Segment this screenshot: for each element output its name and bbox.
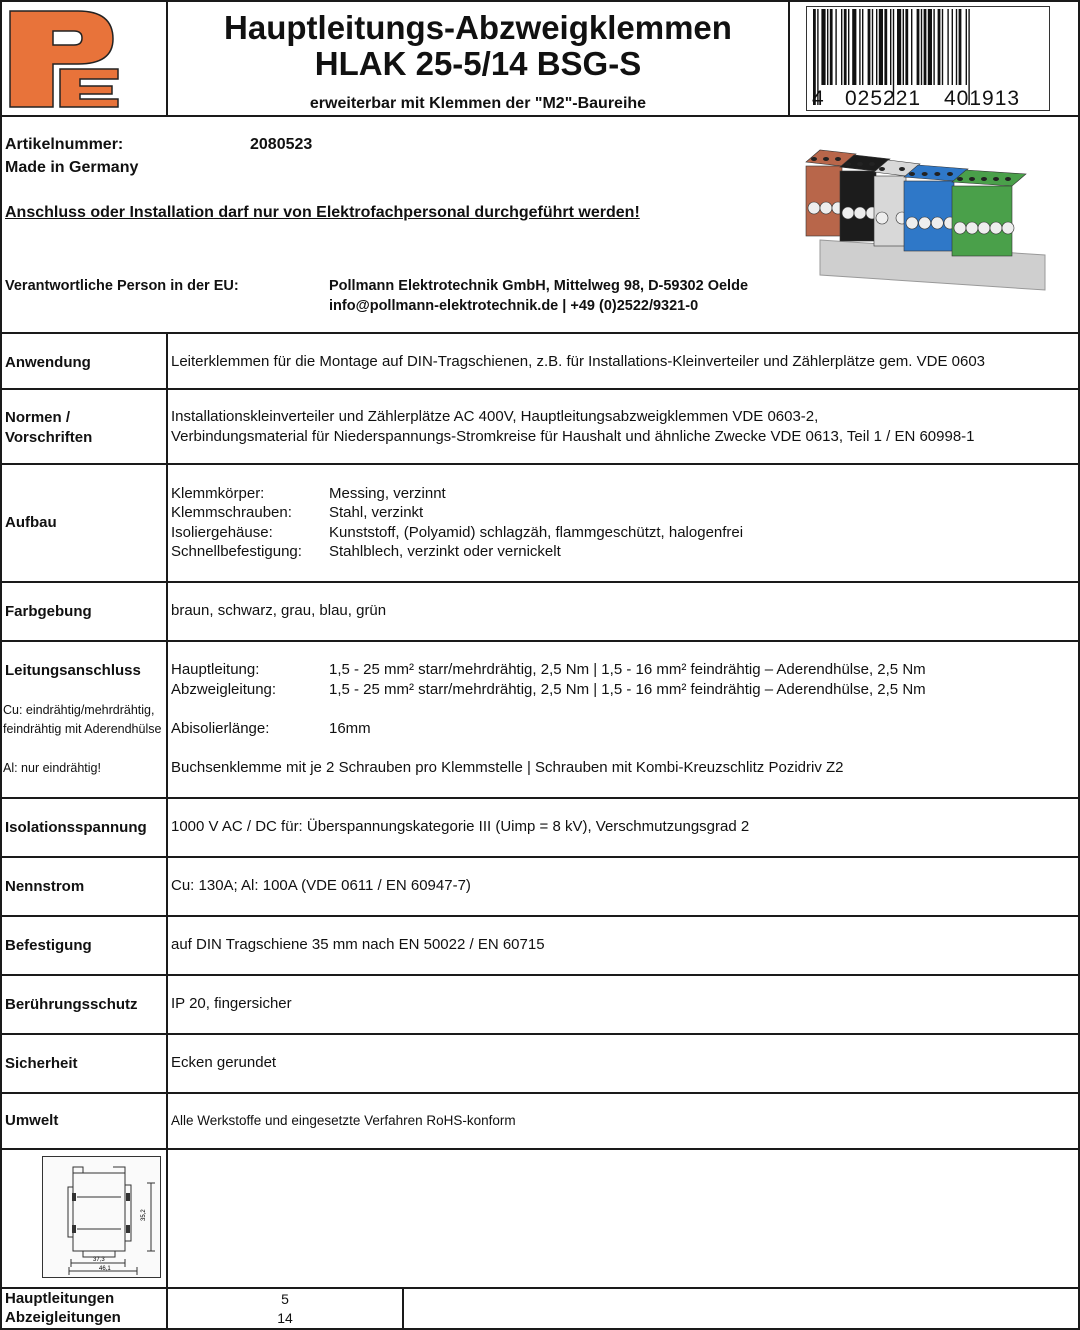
wire-entry: [906, 217, 918, 229]
wire-entry: [1002, 222, 1014, 234]
screw-hole: [993, 177, 999, 181]
barcode-bar: [959, 9, 962, 85]
wire-entry: [978, 222, 990, 234]
screw-hole: [899, 167, 905, 171]
note-cu-1: Cu: eindrähtig/mehrdrähtig,: [3, 703, 155, 717]
barcode-bar: [879, 9, 883, 85]
responsible-person-label: Verantwortliche Person in der EU:: [5, 278, 239, 294]
value-umwelt: Alle Werkstoffe und eingesetzte Verfahren RoHS-konform: [171, 1113, 516, 1128]
hauptleitung-key: Hauptleitung:: [171, 661, 260, 678]
screw-hole: [857, 162, 863, 166]
screw-hole: [969, 177, 975, 181]
label-nennstrom: Nennstrom: [5, 878, 85, 895]
screw-hole: [845, 162, 851, 166]
barcode-bar: [848, 9, 849, 85]
barcode-bar: [844, 9, 847, 85]
barcode-bar: [862, 9, 863, 85]
value-farbgebung: braun, schwarz, grau, blau, grün: [171, 602, 387, 619]
terminal-block: [874, 176, 906, 246]
screw-hole: [1005, 177, 1011, 181]
product-image: [800, 140, 1055, 300]
barcode-bar: [821, 9, 825, 85]
abisolierlaenge-value: 16mm: [329, 720, 371, 737]
screw-hole: [835, 157, 841, 161]
screw-hole: [811, 157, 817, 161]
wire-entry: [966, 222, 978, 234]
wire-entry: [876, 212, 888, 224]
barcode-group-2: 401913: [944, 87, 1021, 110]
screw-hole: [823, 157, 829, 161]
label-normen-1: Normen /: [5, 409, 71, 426]
article-number-label: Artikelnummer:: [5, 136, 124, 153]
terminal-block-top: [952, 170, 1026, 186]
value-normen-2: Verbindungsmaterial für Niederspannungs-Stromkreise für Haushalt und ähnliche Zwecke VDE 0613, Teil 1 / EN 60998-1: [171, 428, 975, 445]
screw-hole: [909, 172, 915, 176]
screw-hole: [879, 167, 885, 171]
wire-entry: [842, 207, 854, 219]
dim-height: 35,2: [141, 1209, 147, 1221]
responsible-contact: info@pollmann-elektrotechnik.de | +49 (0)2522/9321-0: [329, 298, 699, 314]
wire-entry: [808, 202, 820, 214]
barcode-group-1: 025221: [845, 87, 922, 110]
footer-haupt-value: 5: [281, 1291, 289, 1307]
value-isolation: 1000 V AC / DC für: Überspannungskategorie III (Uimp = 8 kV), Verschmutzungsgrad 2: [171, 818, 750, 835]
buchsenklemme-text: Buchsenklemme mit je 2 Schrauben pro Klemmstelle | Schrauben mit Kombi-Kreuzschlitz Pozidriv Z2: [171, 759, 844, 776]
terminal-block: [952, 186, 1012, 256]
abzweigleitung-value: 1,5 - 25 mm² starr/mehrdrähtig, 2,5 Nm | 1,5 - 16 mm² feindrähtig – Aderendhülse, 2,5 Nm: [329, 681, 926, 698]
label-normen-2: Vorschriften: [5, 429, 93, 446]
barcode-bar: [905, 9, 908, 85]
aufbau-value: Stahl, verzinkt: [329, 504, 424, 521]
abzweigleitung-key: Abzweigleitung:: [171, 681, 277, 698]
label-leitungsanschluss: Leitungsanschluss: [5, 662, 141, 679]
barcode-bar: [921, 9, 922, 85]
aufbau-key: Klemmschrauben:: [171, 504, 292, 521]
label-anwendung: Anwendung: [5, 354, 91, 371]
terminal-block: [904, 181, 954, 251]
screw-hole: [922, 172, 928, 176]
wire-entry: [954, 222, 966, 234]
barcode-bar: [966, 9, 967, 85]
barcode-bar: [876, 9, 877, 85]
wire-entry: [919, 217, 931, 229]
barcode-bar: [890, 9, 891, 85]
label-umwelt: Umwelt: [5, 1112, 59, 1129]
safety-warning: Anschluss oder Installation darf nur von Elektrofachpersonal durchgeführt werden!: [5, 204, 640, 221]
value-beruehrungsschutz: IP 20, fingersicher: [171, 995, 292, 1012]
terminal-block: [806, 166, 842, 236]
label-befestigung: Befestigung: [5, 937, 92, 954]
barcode-bar: [942, 9, 943, 85]
wire-entry: [820, 202, 832, 214]
screw-hole: [947, 172, 953, 176]
barcode-bar: [827, 9, 828, 85]
page-subtitle: erweiterbar mit Klemmen der "M2"-Baureihe: [309, 95, 647, 112]
terminal-block: [840, 171, 876, 241]
barcode-bar: [868, 9, 871, 85]
barcode-digit-first: 4: [812, 87, 824, 110]
label-farbgebung: Farbgebung: [5, 603, 92, 620]
barcode-bar: [897, 9, 901, 85]
made-in: Made in Germany: [5, 159, 139, 176]
barcode-bar: [917, 9, 920, 85]
barcode-bar: [956, 9, 957, 85]
screw-hole: [981, 177, 987, 181]
aufbau-value: Messing, verzinnt: [329, 485, 446, 502]
screw-hole: [957, 177, 963, 181]
barcode-bar: [928, 9, 932, 85]
barcode-bar: [872, 9, 873, 85]
barcode-bar: [924, 9, 927, 85]
dim-width-1: 37,3: [93, 1257, 105, 1263]
barcode-bar: [859, 9, 860, 85]
wire-entry: [854, 207, 866, 219]
aufbau-key: Schnellbefestigung:: [171, 543, 302, 560]
barcode-bar: [947, 9, 948, 85]
aufbau-value: Kunststoff, (Polyamid) schlagzäh, flammgeschützt, halogenfrei: [329, 524, 744, 541]
value-befestigung: auf DIN Tragschiene 35 mm nach EN 50022 / EN 60715: [171, 936, 545, 953]
dimension-drawing: [42, 1156, 161, 1278]
label-sicherheit: Sicherheit: [5, 1055, 78, 1072]
barcode-bar: [938, 9, 941, 85]
aufbau-key: Isoliergehäuse:: [171, 524, 273, 541]
barcode-bar: [903, 9, 904, 85]
value-nennstrom: Cu: 130A; Al: 100A (VDE 0611 / EN 60947-7): [171, 877, 471, 894]
footer-abzweig-value: 14: [277, 1310, 293, 1326]
abisolierlaenge-key: Abisolierlänge:: [171, 720, 270, 737]
page-title: [168, 10, 788, 82]
barcode-bar: [952, 9, 953, 85]
barcode-bar: [841, 9, 842, 85]
barcode-bar: [835, 9, 836, 85]
aufbau-value: Stahlblech, verzinkt oder vernickelt: [329, 543, 561, 560]
barcode: [806, 6, 1050, 111]
barcode-bar: [884, 9, 887, 85]
label-aufbau: Aufbau: [5, 514, 57, 531]
article-number: 2080523: [250, 136, 313, 153]
barcode-bar: [933, 9, 934, 85]
barcode-bar: [852, 9, 856, 85]
title-line-1: Hauptleitungs-Abzweigklemmen: [224, 9, 732, 46]
wire-entry: [931, 217, 943, 229]
value-normen-1: Installationskleinverteiler und Zählerplätze AC 400V, Hauptleitungsabzweigklemmen VDE 0603-2,: [171, 408, 819, 425]
wire-entry: [990, 222, 1002, 234]
screw-hole: [934, 172, 940, 176]
screw-hole: [869, 162, 875, 166]
note-cu-2: feindrähtig mit Aderendhülse: [3, 722, 162, 736]
barcode-bar: [830, 9, 833, 85]
footer-haupt-label: Hauptleitungen: [5, 1290, 115, 1307]
responsible-address: Pollmann Elektrotechnik GmbH, Mittelweg 98, D-59302 Oelde: [329, 278, 749, 294]
note-al: Al: nur eindrähtig!: [3, 761, 101, 775]
value-anwendung: Leiterklemmen für die Montage auf DIN-Tragschienen, z.B. für Installations-Kleinverteiler und Zählerplätze gem. VDE 0603: [171, 353, 986, 370]
barcode-bar: [911, 9, 912, 85]
value-sicherheit: Ecken gerundet: [171, 1054, 277, 1071]
title-line-2: HLAK 25-5/14 BSG-S: [314, 45, 642, 82]
company-logo: [8, 9, 120, 109]
dim-width-2: 46,1: [99, 1266, 111, 1272]
aufbau-key: Klemmkörper:: [171, 485, 265, 502]
label-isolation: Isolationsspannung: [5, 819, 147, 836]
label-beruehrungsschutz: Berührungsschutz: [5, 996, 138, 1013]
hauptleitung-value: 1,5 - 25 mm² starr/mehrdrähtig, 2,5 Nm | 1,5 - 16 mm² feindrähtig – Aderendhülse, 2,5 Nm: [329, 661, 926, 678]
footer-abzweig-label: Abzeigleitungen: [5, 1309, 121, 1326]
